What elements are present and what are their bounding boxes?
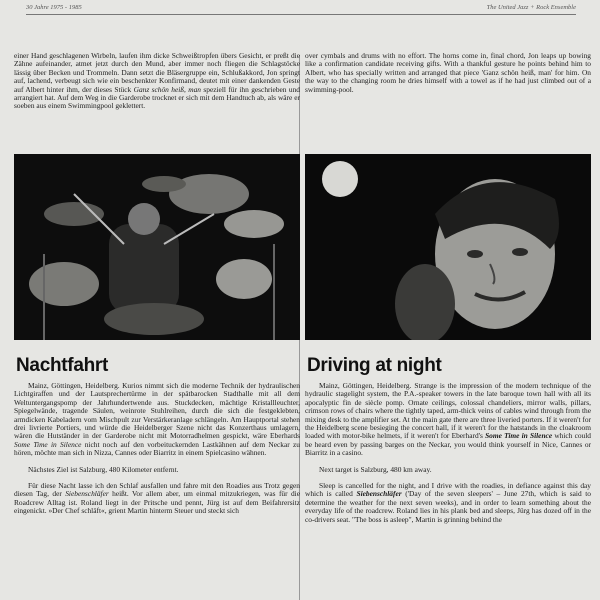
left-top-paragraph: einer Hand geschlagenen Wirbeln, laufen ihm dicke Schweißtropfen übers Gesicht, er preßt die Zähne aufeinander, atmet jetzt durch den Mund, aber immer noch fliegen die Schlagstöcke lässig über Becken und Trommeln. Dann setzt die Bläsergruppe ein, Schlußakkord, Jon springt auf, lachend, verbeugt sich wie ein beschenkter Konfirmand, deutet mit einer dankenden Geste auf Albert hinter ihm, der dieses Stück Ganz schön heiß, man speziell für ihn geschrieben und arrangiert hat. Auf dem Weg in die Garderobe trocknet er sich mit dem Handtuch ab, als wäre er soeben aus einem Swimmingpool geklettert.	[14, 51, 300, 111]
right-top-paragraph: over cymbals and drums with no effort. The horns come in, final chord, Jon leaps up bowing like a confirmation candidate receiving gifts. With a thankful gesture he points behind him to Albert, who has specially written and arranged that piece 'Ganz schön heiß, man' for him. On the way to the changing room he dries himself with a towel as if he had just climbed out of a swimming-pool.	[305, 51, 591, 94]
english-paragraph-3: Sleep is cancelled for the night, and I drive with the roadies, in defiance against this day which is called Siebenschläfer ('Day of the seven sleepers' – June 27th, which is said to determine the weather for the next seven weeks), and in order to learn something about the everyday life of the roadcrew. Roland lies in his plank bed and sleeps, Jürg has dozed off in the co-drivers seat. "The boss is asleep", Martin is grinning behind the	[305, 481, 591, 524]
header-rule	[26, 14, 576, 15]
running-header-right: The United Jazz + Rock Ensemble	[486, 4, 576, 11]
drummer-on-stage-photo	[14, 154, 300, 340]
german-paragraph-3: Für diese Nacht lasse ich den Schlaf ausfallen und fahre mit den Roadies aus Trotz gegen diesen Tag, der Siebenschläfer heißt. Vor allem aber, um einmal mitzukriegen, was für die Roadcrew Alltag ist. Roland liegt in der Pritsche und pennt, Jürg ist auf dem Beifahrersitz eingenickt. »Der Chef schläft«, grient Martin hinterm Steuer und steckt sich	[14, 481, 300, 516]
english-paragraph-1: Mainz, Göttingen, Heidelberg. Strange is the impression of the modern technique of the hydraulic stagelight system, the P.A.-speaker towers in the late baroque town hall with all its apocalyptic fin de siècle pomp. Ornate ceilings, colossal chandeliers, mirror walls, pillars, crimson rows of chairs where the tightly taped, arm-thick veins of cables wind through from the mixing desk to the amplifier set. At the main gate there are three liveried porters. If it weren't for the Heidelberg scene besieging the concert hall, if it weren't for the hatstands in the cloakroom loaded with motor-bike helmets, if it weren't for Eberhard's Some Time in Silence which could be heard even by passing barges on the Neckar, you would think yourself in Nice, Cannes or Biarritz in a casino.	[305, 381, 591, 458]
drummer-portrait-photo	[305, 154, 591, 340]
german-paragraph-1: Mainz, Göttingen, Heidelberg. Kurios nimmt sich die moderne Technik der hydraulischen Lichtgiraffen und der Lautsprechertürme in der spätbarocken Stadthalle mit all dem Weltuntergangspomp der Jahrhundertwende aus. Stuckdecken, mächtige Kristallleuchter, Spiegelwände, tragende Säulen, weinrote Stuhlreihen, durch die sich die festgeklebten, armdicken Kabeladern vom Mischpult zur Verstärkeranlage schlängeln. Am Hauptportal stehen drei livrierte Portiers, und würde die Heidelberger Szene nicht das Konzerthaus umlagern, wären die Hutständer in der Garderobe nicht mit Motorradhelmen gespickt, wäre Eberhards Some Time in Silence nicht noch auf den vorbeituckernden Lastkähnen auf dem Neckar zu hören, möchte man sich in Nizza, Cannes oder Biarritz in einem Spielcasino wähnen.	[14, 381, 301, 458]
driving-at-night-heading: Driving at night	[307, 355, 442, 376]
running-header-left: 30 Jahre 1975 - 1985	[26, 4, 82, 11]
drummer-stage-image	[14, 154, 300, 340]
english-paragraph-2: Next target is Salzburg, 480 km away.	[319, 464, 432, 474]
nachtfahrt-heading: Nachtfahrt	[16, 355, 109, 376]
english-body	[305, 382, 591, 524]
portrait-image	[305, 154, 591, 340]
german-paragraph-2: Nächstes Ziel ist Salzburg, 480 Kilometer entfernt.	[28, 464, 179, 474]
german-body	[14, 382, 300, 516]
